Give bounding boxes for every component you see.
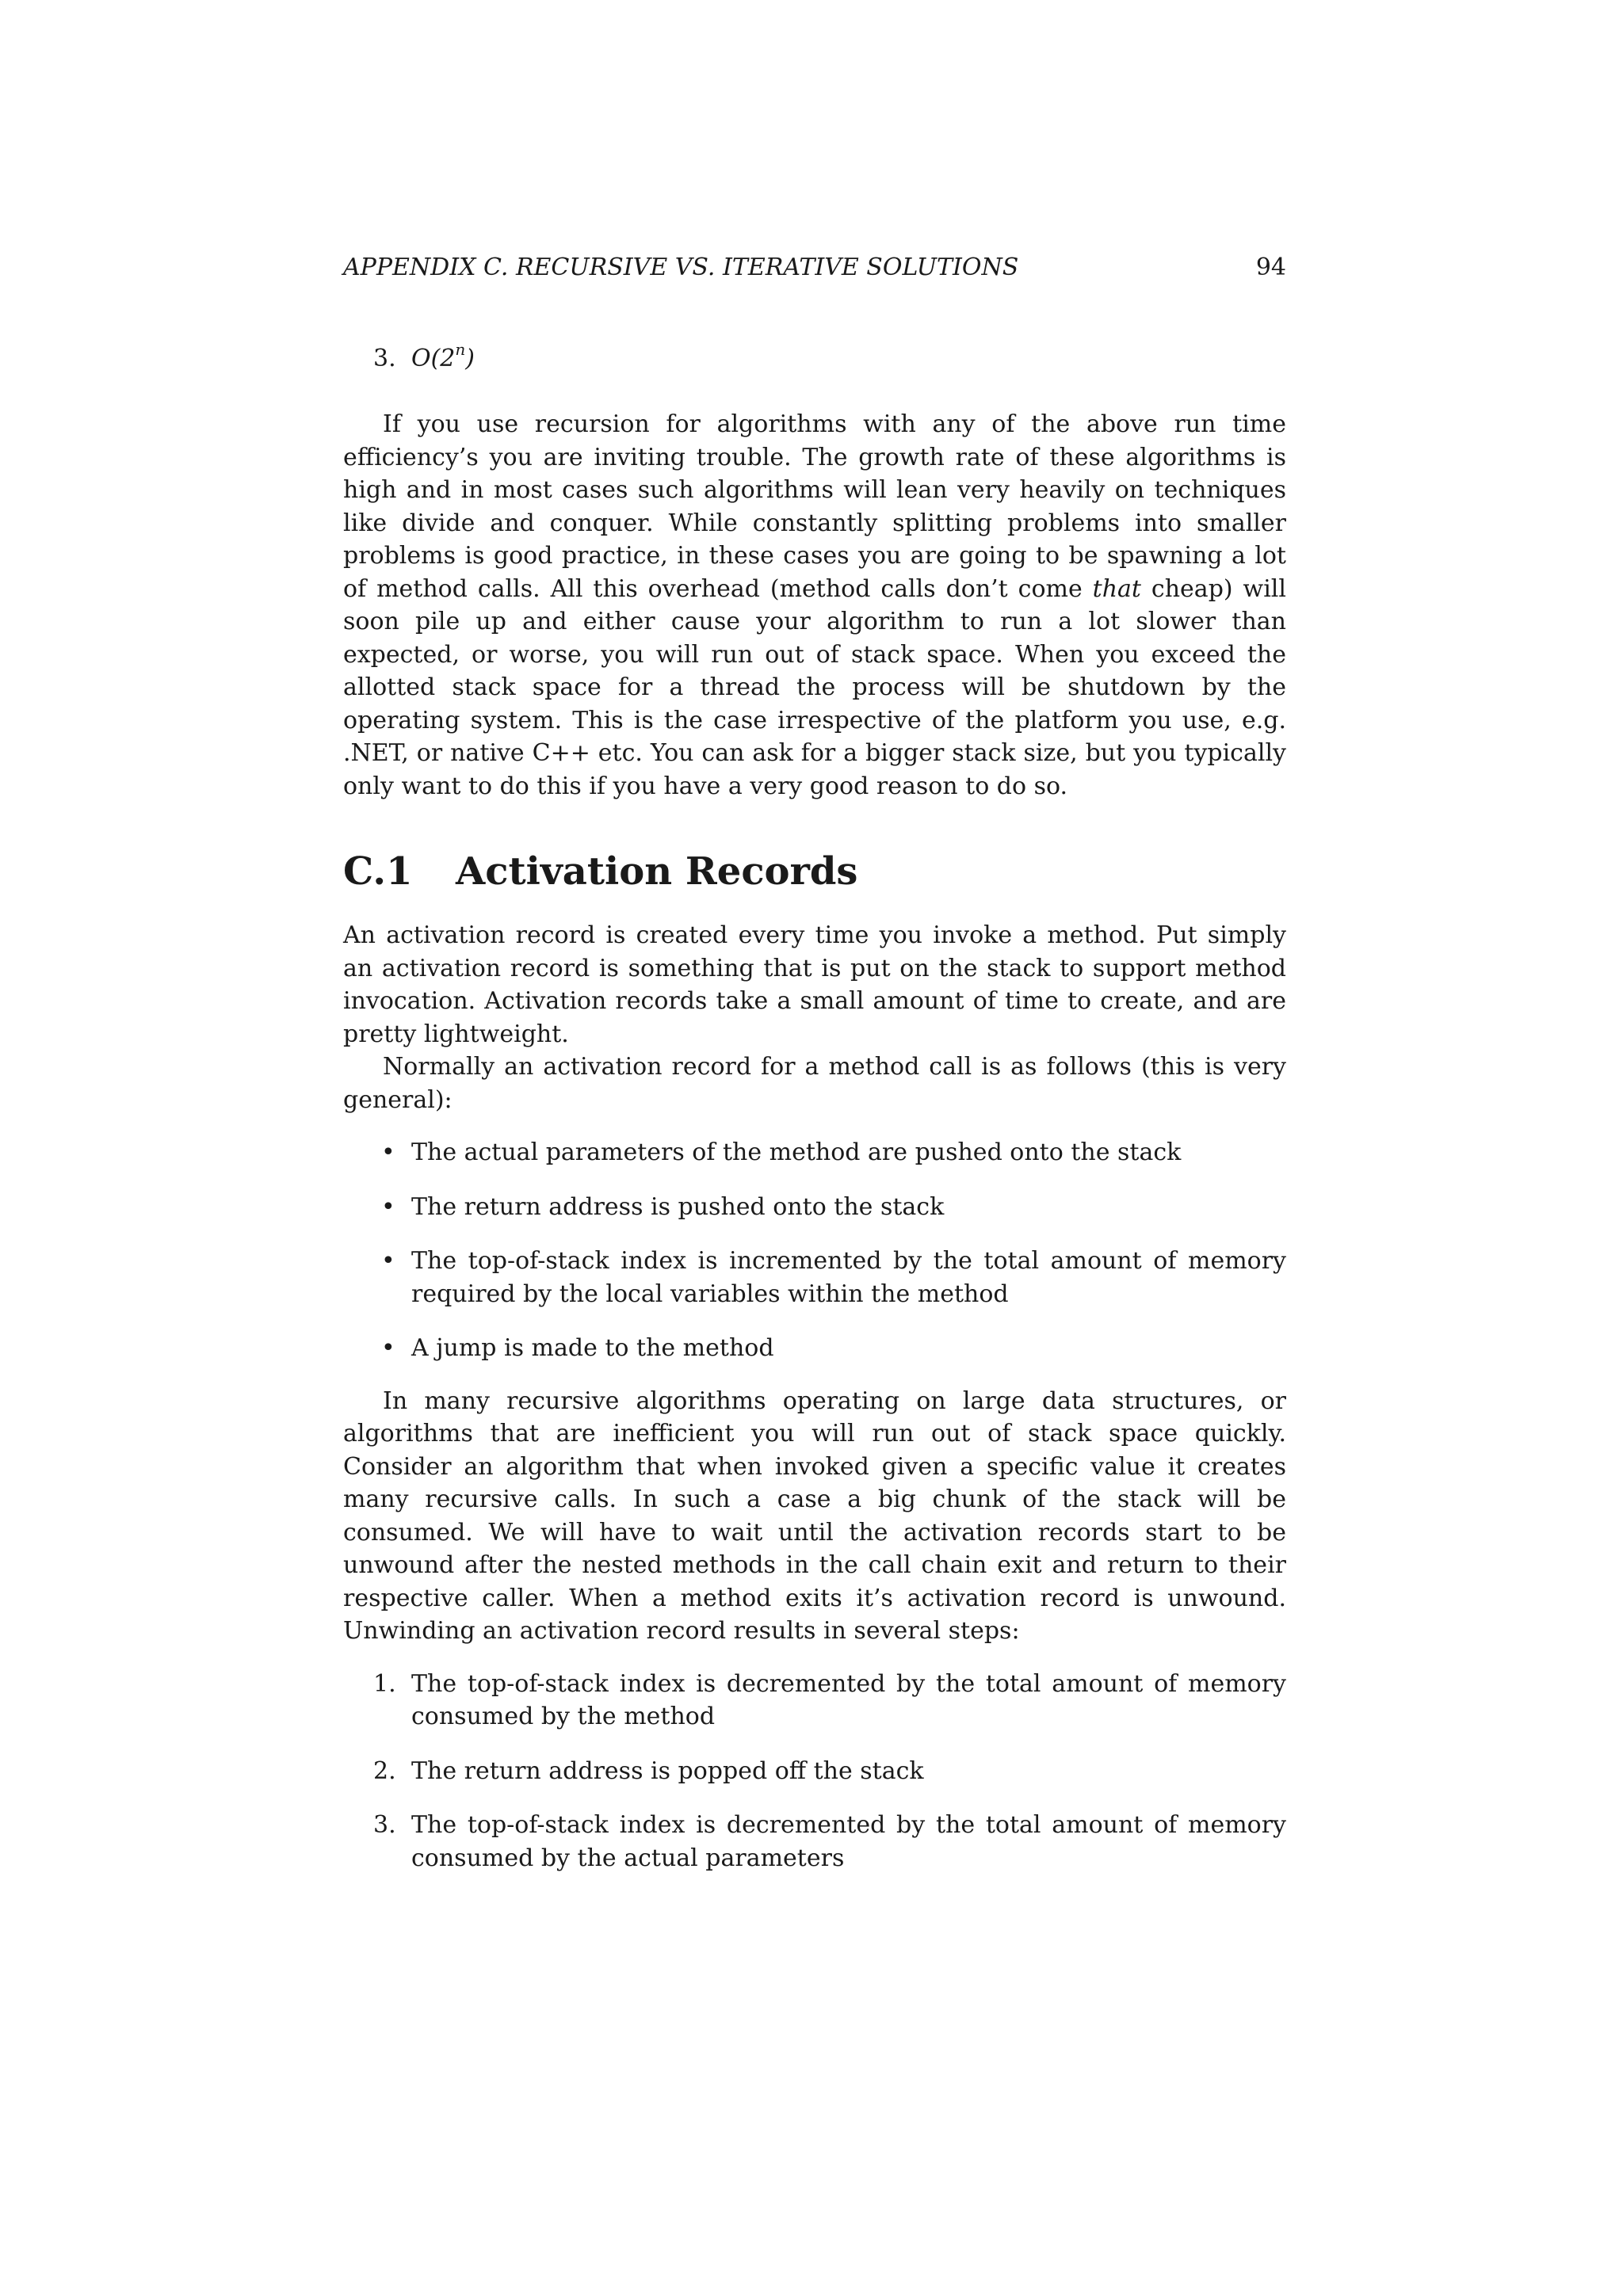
intro-emphasis: that bbox=[1092, 574, 1141, 603]
intro-text-a: If you use recursion for algorithms with any of the above run time efficiency’s you are inviting trouble. The growth rate of these algorithms is high and in most cases such algorithms will lean very heavily on techniques like divide and conquer. While constantly splitting problems into smaller problems is good practice, in these cases you are going to be spawning a lot of method calls. All this overhead (method calls don’t come bbox=[343, 410, 1286, 603]
page-number: 94 bbox=[1255, 254, 1286, 281]
bullet-text: The return address is pushed onto the stack bbox=[411, 1192, 945, 1221]
running-header bbox=[343, 252, 1286, 284]
running-title: APPENDIX C. RECURSIVE VS. ITERATIVE SOLUTIONS bbox=[343, 254, 1019, 281]
formula-exponent: n bbox=[455, 340, 466, 359]
intro-paragraph-block bbox=[343, 408, 1286, 803]
paragraph-2: Normally an activation record for a method call is as follows (this is very general): bbox=[343, 1053, 1286, 1114]
step-marker: 1. bbox=[373, 1669, 396, 1698]
bullet-item bbox=[343, 1245, 1286, 1310]
bullet-item bbox=[343, 1136, 1286, 1169]
section-number: C.1 bbox=[343, 849, 413, 894]
bullet-item bbox=[343, 1191, 1286, 1224]
step-item bbox=[343, 1668, 1286, 1733]
bullet-text: The actual parameters of the method are pushed onto the stack bbox=[411, 1138, 1182, 1166]
enum-item bbox=[343, 342, 1286, 376]
step-text: The top-of-stack index is decremented by the total amount of memory consumed by the method bbox=[411, 1669, 1286, 1730]
step-text: The top-of-stack index is decremented by the total amount of memory consumed by the actual parameters bbox=[411, 1811, 1286, 1872]
step-item bbox=[343, 1809, 1286, 1875]
section-title: Activation Records bbox=[456, 849, 858, 894]
enum-marker: 3. bbox=[373, 345, 396, 372]
bullet-item bbox=[343, 1332, 1286, 1365]
bullet-marker: • bbox=[381, 1138, 395, 1166]
complexity-formula bbox=[411, 340, 475, 372]
bullet-text: A jump is made to the method bbox=[411, 1334, 774, 1362]
bullet-text: The top-of-stack index is incremented by the total amount of memory required by the local variables within the method bbox=[411, 1247, 1286, 1308]
section-body bbox=[343, 919, 1286, 1875]
top-list-item-3 bbox=[343, 342, 1286, 376]
intro-paragraph bbox=[343, 408, 1286, 803]
paragraph-3: In many recursive algorithms operating on large data structures, or algorithms that are inefficient you will run out of stack space quickly. Consider an algorithm that when invoked given a specific value it creates many recursive calls. In such a case a big chunk of the stack will be consumed. We will have to wait until the activation records start to be unwound after the nested methods in the call chain exit and return to their respective caller. When a method exits it’s activation record is unwound. Unwinding an activation record results in several steps: bbox=[343, 1386, 1286, 1645]
steps-list bbox=[343, 1668, 1286, 1875]
bullet-marker: • bbox=[381, 1247, 395, 1275]
step-marker: 2. bbox=[373, 1756, 396, 1785]
step-item bbox=[343, 1755, 1286, 1788]
step-text: The return address is popped off the stack bbox=[411, 1756, 924, 1785]
step-marker: 3. bbox=[373, 1811, 396, 1839]
bullet-marker: • bbox=[381, 1334, 395, 1362]
section-heading bbox=[343, 848, 857, 895]
bullet-marker: • bbox=[381, 1192, 395, 1221]
intro-text-b: cheap) will soon pile up and either cause your algorithm to run a lot slower than expected, or worse, you will run out of stack space. When you exceed the allotted stack space for a thread the process will be shutdown by the operating system. This is the case irrespective of the platform you use, e.g. .NET, or native C++ etc. You can ask for a bigger stack size, but you typically only want to do this if you have a very good reason to do so. bbox=[343, 574, 1286, 800]
paragraph-1: An activation record is created every time you invoke a method. Put simply an activation record is something that is put on the stack to support method invocation. Activation records take a small amount of time to create, and are pretty lightweight. bbox=[343, 921, 1286, 1048]
formula-close: ) bbox=[465, 345, 475, 372]
bullet-list bbox=[343, 1136, 1286, 1365]
formula-base: O(2 bbox=[411, 345, 456, 372]
